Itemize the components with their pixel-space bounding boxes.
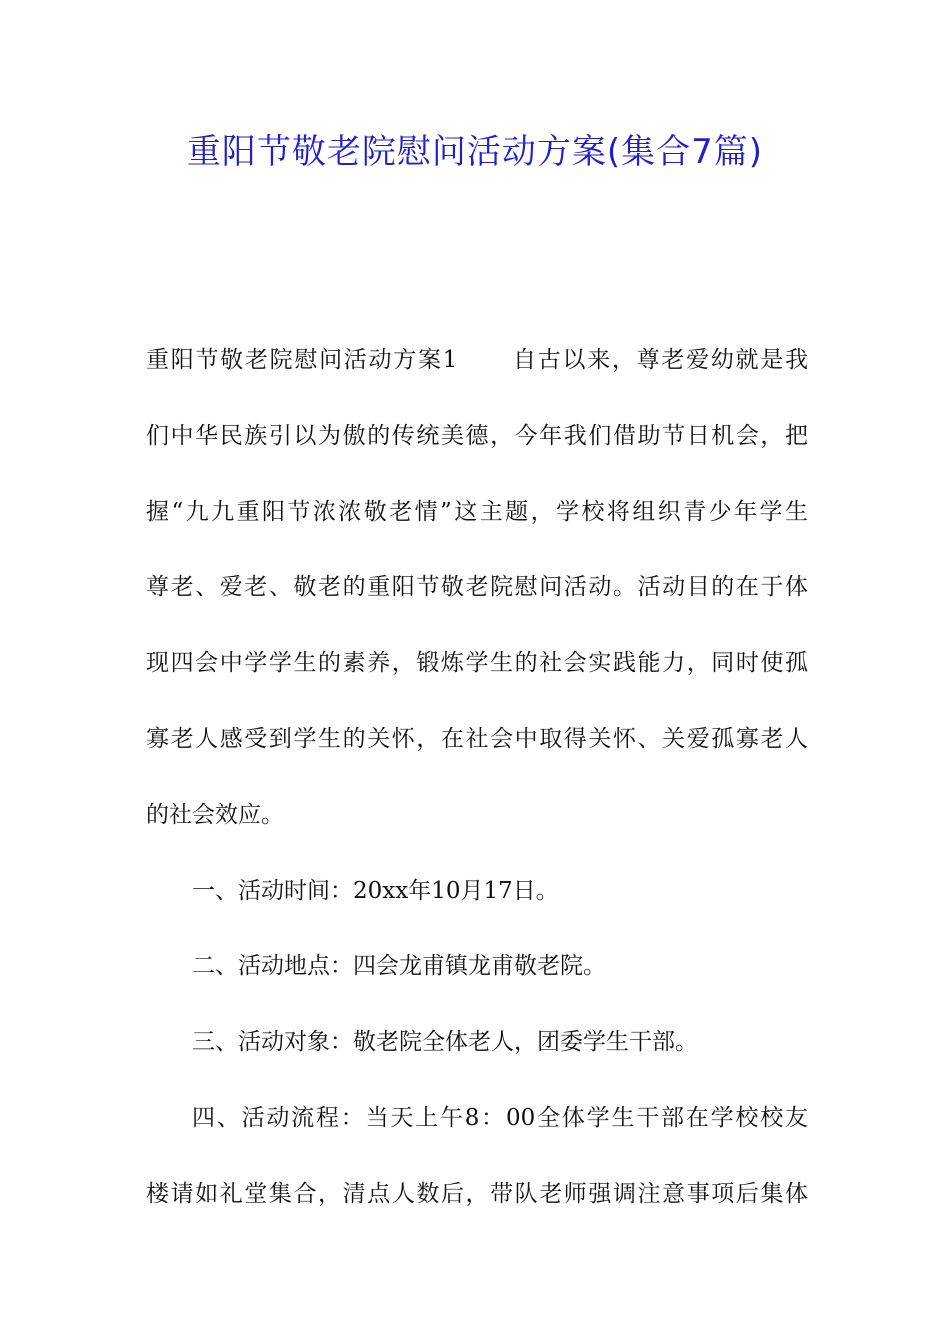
document-body <box>146 336 808 1246</box>
section-heading: 重阳节敬老院慰问活动方案1 <box>146 347 458 373</box>
paragraph-text: 自古以来，尊老爱幼就是我 <box>511 347 809 373</box>
paragraph-line: 寡老人感受到学生的关怀，在社会中取得关怀、关爱孤寡老人 <box>146 725 808 752</box>
paragraph-line <box>146 336 808 412</box>
paragraph-line: 们中华民族引以为傲的传统美德，今年我们借助节日机会，把 <box>146 422 808 449</box>
paragraph-line: 尊老、爱老、敬老的重阳节敬老院慰问活动。活动目的在于体 <box>146 574 808 601</box>
paragraph-line: 握“九九重阳节浓浓敬老情”这主题，学校将组织青少年学生 <box>146 498 808 525</box>
list-item-process: 四、活动流程：当天上午8：00全体学生干部在学校校友 <box>192 1104 808 1131</box>
paragraph-line: 的社会效应。 <box>146 801 284 828</box>
list-item-location: 二、活动地点：四会龙甫镇龙甫敬老院。 <box>192 953 606 980</box>
paragraph-line: 现四会中学学生的素养，锻炼学生的社会实践能力，同时使孤 <box>146 650 808 677</box>
list-item-participants: 三、活动对象：敬老院全体老人，团委学生干部。 <box>192 1029 698 1056</box>
paragraph-line: 楼请如礼堂集合，清点人数后，带队老师强调注意事项后集体 <box>146 1180 808 1207</box>
list-item-time: 一、活动时间：20xx年10月17日。 <box>192 877 559 904</box>
document-title: 重阳节敬老院慰问活动方案(集合7篇) <box>186 132 764 172</box>
